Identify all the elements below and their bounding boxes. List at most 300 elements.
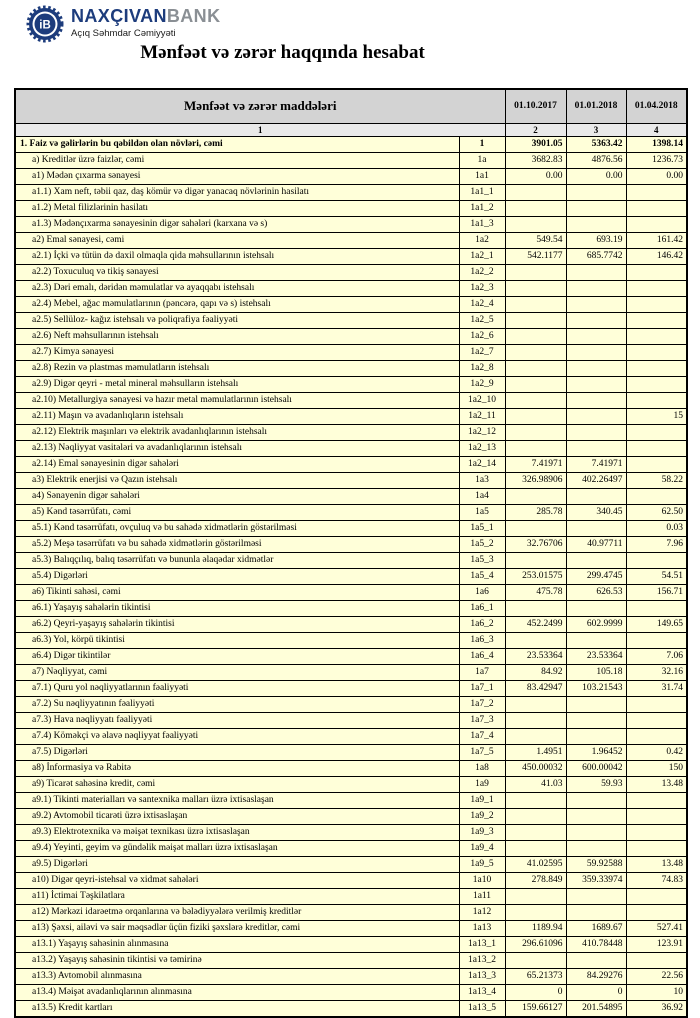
table-row xyxy=(15,200,687,216)
row-value-3 xyxy=(626,424,687,440)
row-value-2: 359.33974 xyxy=(566,872,626,888)
table-row xyxy=(15,904,687,920)
row-value-2 xyxy=(566,328,626,344)
row-code: 1a9_4 xyxy=(459,840,505,856)
row-value-3: 10 xyxy=(626,984,687,1000)
row-code: 1a7_5 xyxy=(459,744,505,760)
row-value-3 xyxy=(626,696,687,712)
row-code: 1a6_2 xyxy=(459,616,505,632)
table-row xyxy=(15,376,687,392)
row-label: a3) Elektrik enerjisi və Qazın istehsalı xyxy=(15,472,459,488)
row-label: a1.3) Mədənçıxarma sənayesinin digər sahələri (karxana və s) xyxy=(15,216,459,232)
row-value-3 xyxy=(626,344,687,360)
table-row xyxy=(15,312,687,328)
row-value-1 xyxy=(505,696,566,712)
row-value-1: 253.01575 xyxy=(505,568,566,584)
row-value-1: 84.92 xyxy=(505,664,566,680)
table-row xyxy=(15,232,687,248)
table-row xyxy=(15,840,687,856)
row-value-2: 1.96452 xyxy=(566,744,626,760)
table-row xyxy=(15,440,687,456)
row-value-1: 65.21373 xyxy=(505,968,566,984)
row-label: a2.7) Kimya sənayesi xyxy=(15,344,459,360)
row-label: a) Kreditlər üzrə faizlər, cəmi xyxy=(15,152,459,168)
table-row xyxy=(15,744,687,760)
numbering-cell: 3 xyxy=(566,123,626,136)
row-value-1 xyxy=(505,952,566,968)
row-value-1 xyxy=(505,376,566,392)
row-value-2: 602.9999 xyxy=(566,616,626,632)
row-value-2: 340.45 xyxy=(566,504,626,520)
row-value-3: 149.65 xyxy=(626,616,687,632)
row-value-3 xyxy=(626,824,687,840)
table-row xyxy=(15,616,687,632)
row-value-3: 7.96 xyxy=(626,536,687,552)
row-value-2: 0 xyxy=(566,984,626,1000)
header-row xyxy=(15,89,687,123)
row-value-2: 59.93 xyxy=(566,776,626,792)
row-value-3 xyxy=(626,296,687,312)
row-value-3: 36.92 xyxy=(626,1000,687,1017)
row-label: a12) Mərkəzi idarəetmə orqanlarına və bələdiyyələrə verilmiş kreditlər xyxy=(15,904,459,920)
row-value-3: 54.51 xyxy=(626,568,687,584)
row-value-2 xyxy=(566,280,626,296)
row-code: 1a6 xyxy=(459,584,505,600)
table-row xyxy=(15,680,687,696)
row-value-1 xyxy=(505,840,566,856)
bank-name-block xyxy=(71,5,220,39)
row-code: 1a13_1 xyxy=(459,936,505,952)
row-label: a2.14) Emal sənayesinin digər sahələri xyxy=(15,456,459,472)
row-value-3 xyxy=(626,200,687,216)
table-row xyxy=(15,984,687,1000)
row-code: 1a4 xyxy=(459,488,505,504)
row-value-3 xyxy=(626,904,687,920)
row-value-2: 299.4745 xyxy=(566,568,626,584)
table-row xyxy=(15,280,687,296)
row-code: 1a12 xyxy=(459,904,505,920)
row-value-1: 296.61096 xyxy=(505,936,566,952)
row-value-1: 1.4951 xyxy=(505,744,566,760)
row-value-3 xyxy=(626,712,687,728)
row-value-2: 7.41971 xyxy=(566,456,626,472)
row-value-1 xyxy=(505,328,566,344)
row-value-2: 693.19 xyxy=(566,232,626,248)
row-value-3: 13.48 xyxy=(626,856,687,872)
row-code: 1a8 xyxy=(459,760,505,776)
row-code: 1a2_2 xyxy=(459,264,505,280)
row-value-1: 450.00032 xyxy=(505,760,566,776)
row-code: 1a11 xyxy=(459,888,505,904)
row-label: a2.9) Digər qeyri - metal mineral məhsulların istehsalı xyxy=(15,376,459,392)
row-value-1 xyxy=(505,632,566,648)
row-label: a2.2) Toxuculuq və tikiş sənayesi xyxy=(15,264,459,280)
row-value-1 xyxy=(505,440,566,456)
row-code: 1a7 xyxy=(459,664,505,680)
table-row xyxy=(15,456,687,472)
table-row xyxy=(15,952,687,968)
row-label: a1.1) Xam neft, təbii qaz, daş kömür və digər yanacaq növlərinin hasilatı xyxy=(15,184,459,200)
row-value-1 xyxy=(505,520,566,536)
row-code: 1a2_6 xyxy=(459,328,505,344)
row-label: a2.5) Sellüloz- kağız istehsalı və poliqrafiya fəaliyyəti xyxy=(15,312,459,328)
row-code: 1a1_3 xyxy=(459,216,505,232)
row-value-1 xyxy=(505,424,566,440)
row-code: 1a13_3 xyxy=(459,968,505,984)
row-label: a7) Nəqliyyat, cəmi xyxy=(15,664,459,680)
row-value-1 xyxy=(505,344,566,360)
row-value-3 xyxy=(626,808,687,824)
table-row xyxy=(15,648,687,664)
row-label: a13.3) Avtomobil alınmasına xyxy=(15,968,459,984)
row-label: a10) Digər qeyri-istehsal və xidmət sahələri xyxy=(15,872,459,888)
row-value-3: 156.71 xyxy=(626,584,687,600)
row-value-3: 31.74 xyxy=(626,680,687,696)
row-value-1: 0 xyxy=(505,984,566,1000)
row-value-1 xyxy=(505,200,566,216)
row-code: 1a9_1 xyxy=(459,792,505,808)
row-code: 1a5_1 xyxy=(459,520,505,536)
row-value-3: 7.06 xyxy=(626,648,687,664)
row-label: a9.3) Elektrotexnika və məişət texnikası üzrə ixtisaslaşan xyxy=(15,824,459,840)
row-value-3: 13.48 xyxy=(626,776,687,792)
row-value-2 xyxy=(566,296,626,312)
row-value-2 xyxy=(566,360,626,376)
row-code: 1a9 xyxy=(459,776,505,792)
table-row xyxy=(15,856,687,872)
row-value-3: 1398.14 xyxy=(626,136,687,152)
row-code: 1a5_2 xyxy=(459,536,505,552)
row-value-3: 22.56 xyxy=(626,968,687,984)
row-value-3 xyxy=(626,600,687,616)
bank-name-primary: NAXÇIVAN xyxy=(71,6,167,26)
row-label: a13.1) Yaşayış sahəsinin alınmasına xyxy=(15,936,459,952)
table-row xyxy=(15,264,687,280)
table-row xyxy=(15,408,687,424)
table-row xyxy=(15,776,687,792)
table-row xyxy=(15,552,687,568)
row-value-1 xyxy=(505,408,566,424)
row-value-2 xyxy=(566,696,626,712)
row-value-3: 150 xyxy=(626,760,687,776)
table-row xyxy=(15,696,687,712)
row-value-3: 74.83 xyxy=(626,872,687,888)
row-value-3: 123.91 xyxy=(626,936,687,952)
table-row xyxy=(15,248,687,264)
row-value-1 xyxy=(505,712,566,728)
table-row xyxy=(15,360,687,376)
row-value-3 xyxy=(626,264,687,280)
row-value-1 xyxy=(505,552,566,568)
row-value-1: 7.41971 xyxy=(505,456,566,472)
row-value-3 xyxy=(626,312,687,328)
row-value-2: 103.21543 xyxy=(566,680,626,696)
row-label: a2.8) Rezin və plastmas məmulatların istehsalı xyxy=(15,360,459,376)
row-code: 1a9_2 xyxy=(459,808,505,824)
row-label: a7.1) Quru yol nəqliyyatlarının fəaliyyəti xyxy=(15,680,459,696)
row-label: a2.13) Nəqliyyat vasitələri və avadanlıqlarının istehsalı xyxy=(15,440,459,456)
row-code: 1a2_3 xyxy=(459,280,505,296)
table-row xyxy=(15,216,687,232)
table-row xyxy=(15,968,687,984)
row-code: 1a2_4 xyxy=(459,296,505,312)
table-row xyxy=(15,584,687,600)
numbering-cell: 2 xyxy=(505,123,566,136)
column-header-date-3: 01.04.2018 xyxy=(626,89,687,123)
table-row xyxy=(15,504,687,520)
row-value-1 xyxy=(505,792,566,808)
row-value-3: 161.42 xyxy=(626,232,687,248)
row-label: a6.3) Yol, körpü tikintisi xyxy=(15,632,459,648)
row-value-1 xyxy=(505,824,566,840)
table-body xyxy=(15,136,687,1017)
row-value-2 xyxy=(566,888,626,904)
row-code: 1a6_1 xyxy=(459,600,505,616)
numbering-cell: 1 xyxy=(15,123,505,136)
row-value-3: 0.03 xyxy=(626,520,687,536)
row-value-3 xyxy=(626,888,687,904)
bank-name xyxy=(71,7,220,26)
row-value-3: 15 xyxy=(626,408,687,424)
row-value-2 xyxy=(566,632,626,648)
row-label: a7.3) Hava nəqliyyatı fəaliyyəti xyxy=(15,712,459,728)
row-value-3 xyxy=(626,440,687,456)
row-label: a6) Tikinti sahəsi, cəmi xyxy=(15,584,459,600)
column-header-items: Mənfəət və zərər maddələri xyxy=(15,89,505,123)
row-label: a9.1) Tikinti materialları və santexnika malları üzrə ixtisaslaşan xyxy=(15,792,459,808)
row-label: a2) Emal sənayesi, cəmi xyxy=(15,232,459,248)
row-value-2 xyxy=(566,312,626,328)
row-label: a2.12) Elektrik maşınları və elektrik avadanlıqlarının istehsalı xyxy=(15,424,459,440)
row-value-1 xyxy=(505,360,566,376)
table-row xyxy=(15,424,687,440)
row-value-3 xyxy=(626,552,687,568)
row-label: a5.3) Balıqçılıq, balıq təsərrüfatı və bununla əlaqədar xidmətlər xyxy=(15,552,459,568)
row-value-1 xyxy=(505,392,566,408)
row-value-3: 527.41 xyxy=(626,920,687,936)
row-value-2 xyxy=(566,728,626,744)
row-value-2: 5363.42 xyxy=(566,136,626,152)
row-value-1: 285.78 xyxy=(505,504,566,520)
row-value-2: 685.7742 xyxy=(566,248,626,264)
row-code: 1a2_7 xyxy=(459,344,505,360)
table-row xyxy=(15,632,687,648)
row-code: 1a13 xyxy=(459,920,505,936)
row-value-3 xyxy=(626,360,687,376)
row-label: a2.11) Maşın və avadanlıqların istehsalı xyxy=(15,408,459,424)
row-value-1 xyxy=(505,296,566,312)
row-value-1 xyxy=(505,808,566,824)
row-value-1 xyxy=(505,888,566,904)
row-label: a5.4) Digərləri xyxy=(15,568,459,584)
row-value-2: 84.29276 xyxy=(566,968,626,984)
row-value-2: 600.00042 xyxy=(566,760,626,776)
row-code: 1a6_3 xyxy=(459,632,505,648)
row-value-1 xyxy=(505,216,566,232)
row-code: 1a9_5 xyxy=(459,856,505,872)
row-code: 1a2_13 xyxy=(459,440,505,456)
row-label: a5.2) Meşə təsərrüfatı və bu sahədə xidmətlərin göstərilməsi xyxy=(15,536,459,552)
row-label: a6.4) Digər tikintilər xyxy=(15,648,459,664)
row-value-2: 4876.56 xyxy=(566,152,626,168)
row-value-2 xyxy=(566,408,626,424)
table-row xyxy=(15,520,687,536)
page-title: Mənfəət və zərər haqqında hesabat xyxy=(140,42,425,63)
row-label: a13) Şəxsi, ailəvi və sair məqsədlər üçün fiziki şəxslərə kreditlər, cəmi xyxy=(15,920,459,936)
row-value-3 xyxy=(626,456,687,472)
table-row xyxy=(15,920,687,936)
row-label: 1. Faiz və gəlirlərin bu qəbildən olan növləri, cəmi xyxy=(15,136,459,152)
row-label: a13.5) Kredit kartları xyxy=(15,1000,459,1017)
row-value-1: 326.98906 xyxy=(505,472,566,488)
row-value-3 xyxy=(626,216,687,232)
row-value-2 xyxy=(566,376,626,392)
logo-monogram: iB xyxy=(39,19,51,32)
row-label: a4) Sənayenin digər sahələri xyxy=(15,488,459,504)
table-row xyxy=(15,872,687,888)
table-row xyxy=(15,792,687,808)
row-value-2 xyxy=(566,200,626,216)
row-code: 1a7_2 xyxy=(459,696,505,712)
row-value-1: 452.2499 xyxy=(505,616,566,632)
row-value-2: 626.53 xyxy=(566,584,626,600)
row-label: a6.1) Yaşayış sahələrin tikintisi xyxy=(15,600,459,616)
row-value-1 xyxy=(505,312,566,328)
row-code: 1a xyxy=(459,152,505,168)
table-row xyxy=(15,136,687,152)
row-code: 1a5 xyxy=(459,504,505,520)
row-value-3: 1236.73 xyxy=(626,152,687,168)
row-value-2 xyxy=(566,488,626,504)
table-row xyxy=(15,936,687,952)
table-row xyxy=(15,472,687,488)
table-row xyxy=(15,296,687,312)
row-value-3 xyxy=(626,280,687,296)
table-row xyxy=(15,488,687,504)
row-code: 1a1_1 xyxy=(459,184,505,200)
row-code: 1a13_4 xyxy=(459,984,505,1000)
profit-loss-table xyxy=(14,88,688,1018)
row-label: a2.10) Metallurgiya sənayesi və hazır metal məmulatlarının istehsalı xyxy=(15,392,459,408)
row-label: a2.6) Neft məhsullarının istehsalı xyxy=(15,328,459,344)
row-value-2 xyxy=(566,264,626,280)
row-value-1: 23.53364 xyxy=(505,648,566,664)
row-value-1 xyxy=(505,184,566,200)
row-code: 1a3 xyxy=(459,472,505,488)
table-row xyxy=(15,824,687,840)
row-value-2 xyxy=(566,792,626,808)
row-label: a2.1) İçki və tütün də daxil olmaqla qida məhsullarının istehsalı xyxy=(15,248,459,264)
table-row xyxy=(15,888,687,904)
row-label: a7.4) Köməkçi və əlavə nəqliyyat fəaliyyəti xyxy=(15,728,459,744)
row-value-2: 201.54895 xyxy=(566,1000,626,1017)
row-code: 1a13_2 xyxy=(459,952,505,968)
row-value-1: 1189.94 xyxy=(505,920,566,936)
row-value-2: 105.18 xyxy=(566,664,626,680)
row-code: 1a1 xyxy=(459,168,505,184)
row-value-3: 58.22 xyxy=(626,472,687,488)
row-value-3: 0.42 xyxy=(626,744,687,760)
row-label: a13.4) Məişət avadanlıqlarının alınmasına xyxy=(15,984,459,1000)
row-code: 1a2_9 xyxy=(459,376,505,392)
bank-brand xyxy=(26,5,220,43)
row-label: a5) Kənd təsərrüfatı, cəmi xyxy=(15,504,459,520)
table-row xyxy=(15,344,687,360)
row-value-2 xyxy=(566,552,626,568)
row-value-2: 59.92588 xyxy=(566,856,626,872)
row-label: a7.5) Digərləri xyxy=(15,744,459,760)
row-value-2: 40.97711 xyxy=(566,536,626,552)
table-row xyxy=(15,600,687,616)
row-value-1: 41.02595 xyxy=(505,856,566,872)
row-label: a8) İnformasiya və Rabitə xyxy=(15,760,459,776)
row-code: 1a7_1 xyxy=(459,680,505,696)
table-row xyxy=(15,392,687,408)
row-value-3 xyxy=(626,632,687,648)
row-code: 1 xyxy=(459,136,505,152)
row-code: 1a7_3 xyxy=(459,712,505,728)
row-value-1 xyxy=(505,264,566,280)
row-code: 1a1_2 xyxy=(459,200,505,216)
row-label: a2.3) Dəri emalı, dəridən məmulatlar və ayaqqabı istehsalı xyxy=(15,280,459,296)
row-value-2 xyxy=(566,904,626,920)
row-value-2 xyxy=(566,520,626,536)
table-row xyxy=(15,664,687,680)
row-label: a9) Ticarət sahəsinə kredit, cəmi xyxy=(15,776,459,792)
row-code: 1a9_3 xyxy=(459,824,505,840)
table-row xyxy=(15,328,687,344)
row-value-1 xyxy=(505,904,566,920)
row-value-2: 0.00 xyxy=(566,168,626,184)
row-value-3 xyxy=(626,952,687,968)
row-value-2: 402.26497 xyxy=(566,472,626,488)
row-value-2 xyxy=(566,184,626,200)
row-code: 1a2_11 xyxy=(459,408,505,424)
bank-name-secondary: BANK xyxy=(166,6,221,26)
row-value-3 xyxy=(626,792,687,808)
row-value-3: 62.50 xyxy=(626,504,687,520)
row-code: 1a7_4 xyxy=(459,728,505,744)
table-row xyxy=(15,712,687,728)
row-code: 1a2_14 xyxy=(459,456,505,472)
column-header-date-2: 01.01.2018 xyxy=(566,89,626,123)
row-label: a7.2) Su nəqliyyatının fəaliyyəti xyxy=(15,696,459,712)
row-value-2 xyxy=(566,824,626,840)
row-value-3 xyxy=(626,840,687,856)
row-value-2 xyxy=(566,712,626,728)
table-row xyxy=(15,1000,687,1017)
bank-subtitle: Açıq Səhmdar Cəmiyyəti xyxy=(71,28,176,39)
row-value-1: 159.66127 xyxy=(505,1000,566,1017)
row-label: a2.4) Mebel, ağac məmulatlarının (pəncərə, qapı və s) istehsalı xyxy=(15,296,459,312)
row-value-1: 542.1177 xyxy=(505,248,566,264)
table-row xyxy=(15,184,687,200)
row-value-1: 278.849 xyxy=(505,872,566,888)
row-value-2 xyxy=(566,344,626,360)
row-value-3 xyxy=(626,184,687,200)
row-value-2 xyxy=(566,440,626,456)
row-value-3 xyxy=(626,488,687,504)
row-label: a1.2) Metal filizlərinin hasilatı xyxy=(15,200,459,216)
row-value-1 xyxy=(505,600,566,616)
row-value-1: 32.76706 xyxy=(505,536,566,552)
table-header xyxy=(15,89,687,136)
table-row xyxy=(15,168,687,184)
row-code: 1a5_3 xyxy=(459,552,505,568)
row-value-3 xyxy=(626,728,687,744)
row-label: a1) Mədən çıxarma sənayesi xyxy=(15,168,459,184)
table-row xyxy=(15,568,687,584)
